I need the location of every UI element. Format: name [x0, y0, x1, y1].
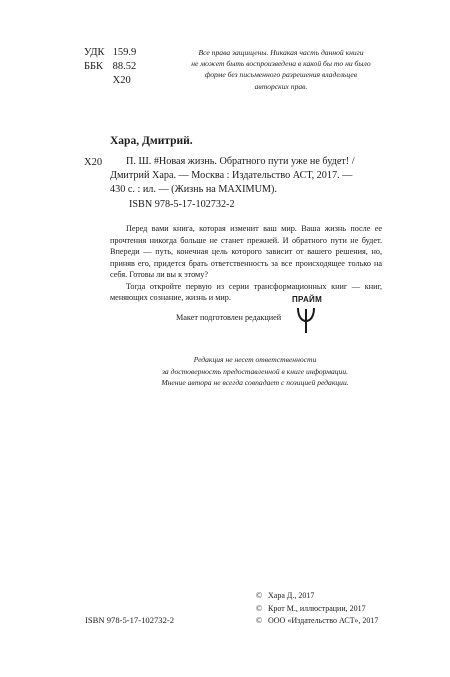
author-mark-row: [84, 74, 131, 87]
copyright-block: [256, 590, 378, 628]
biblio-line: П. Ш. #Новая жизнь. Обратного пути уже не будет! /: [126, 156, 355, 167]
udk-code: УДК: [84, 47, 105, 58]
copyright-symbol: ©: [256, 616, 263, 625]
rights-line: не может быть воспроизведена в какой бы то ни было: [191, 59, 371, 69]
copyright-symbol: ©: [256, 591, 263, 600]
disclaimer-line: за достоверность предоставленной в книге информации.: [161, 366, 349, 376]
prime-trident-logo: [292, 295, 323, 335]
udk-row: [84, 46, 136, 59]
logo-text: ПРАЙМ: [292, 295, 323, 304]
copyright-symbol: ©: [256, 603, 263, 613]
udk-value: 159.9: [112, 47, 137, 58]
editorial-disclaimer: [150, 354, 360, 389]
rights-line: форме без письменного разрешения владельцев: [204, 70, 358, 80]
bbk-code: ББК: [84, 61, 104, 72]
rights-notice: [183, 47, 379, 92]
rights-line: Все права защищены. Никакая часть данной книги: [198, 48, 364, 57]
copyright-line: © Хара Д., 2017: [256, 590, 378, 603]
disclaimer-line: Мнение автора не всегда совпадает с позицией редакции.: [161, 378, 349, 387]
isbn-main: ISBN 978-5-17-102732-2: [129, 199, 235, 210]
bbk-row: [84, 60, 136, 73]
copyright-line: © ООО «Издательство АСТ», 2017: [256, 615, 378, 628]
maket-line: Макет подготовлен редакцией: [176, 313, 282, 322]
trident-icon: [292, 295, 323, 335]
annotation: [110, 223, 382, 304]
bbk-value: 88.52: [112, 61, 137, 72]
annotation-paragraph: Перед вами книга, которая изменит ваш мир. Ваша жизнь после ее прочтения никогда больше не станет прежней. И обратного пути не будет. Впереди — путь, конечная цель которого зависит от вашего решения, но, приняв его, придется брать ответственность за все происходящее только на себя. Готовы ли вы к этому?: [110, 224, 382, 279]
author-mark: Х20: [112, 75, 131, 86]
isbn-bottom: ISBN 978-5-17-102732-2: [85, 615, 175, 625]
bibliographic-record: [110, 155, 382, 197]
author-heading: Хара, Дмитрий.: [110, 135, 193, 147]
biblio-line: Дмитрий Хара. — Москва : Издательство АСТ, 2017. —: [110, 170, 353, 181]
biblio-line: 430 с. : ил. — (Жизнь на MAXIMUM).: [110, 184, 277, 195]
disclaimer-line: Редакция не несет ответственности: [193, 355, 317, 364]
copyright-line: © Крот М., иллюстрации, 2017: [256, 603, 378, 616]
side-author-code: Х20: [84, 157, 103, 168]
annotation-paragraph: Тогда откройте первую из серии трансформационных книг — книг, меняющих сознание, жизнь и мир.: [110, 281, 382, 302]
rights-line: авторских прав.: [254, 81, 308, 91]
